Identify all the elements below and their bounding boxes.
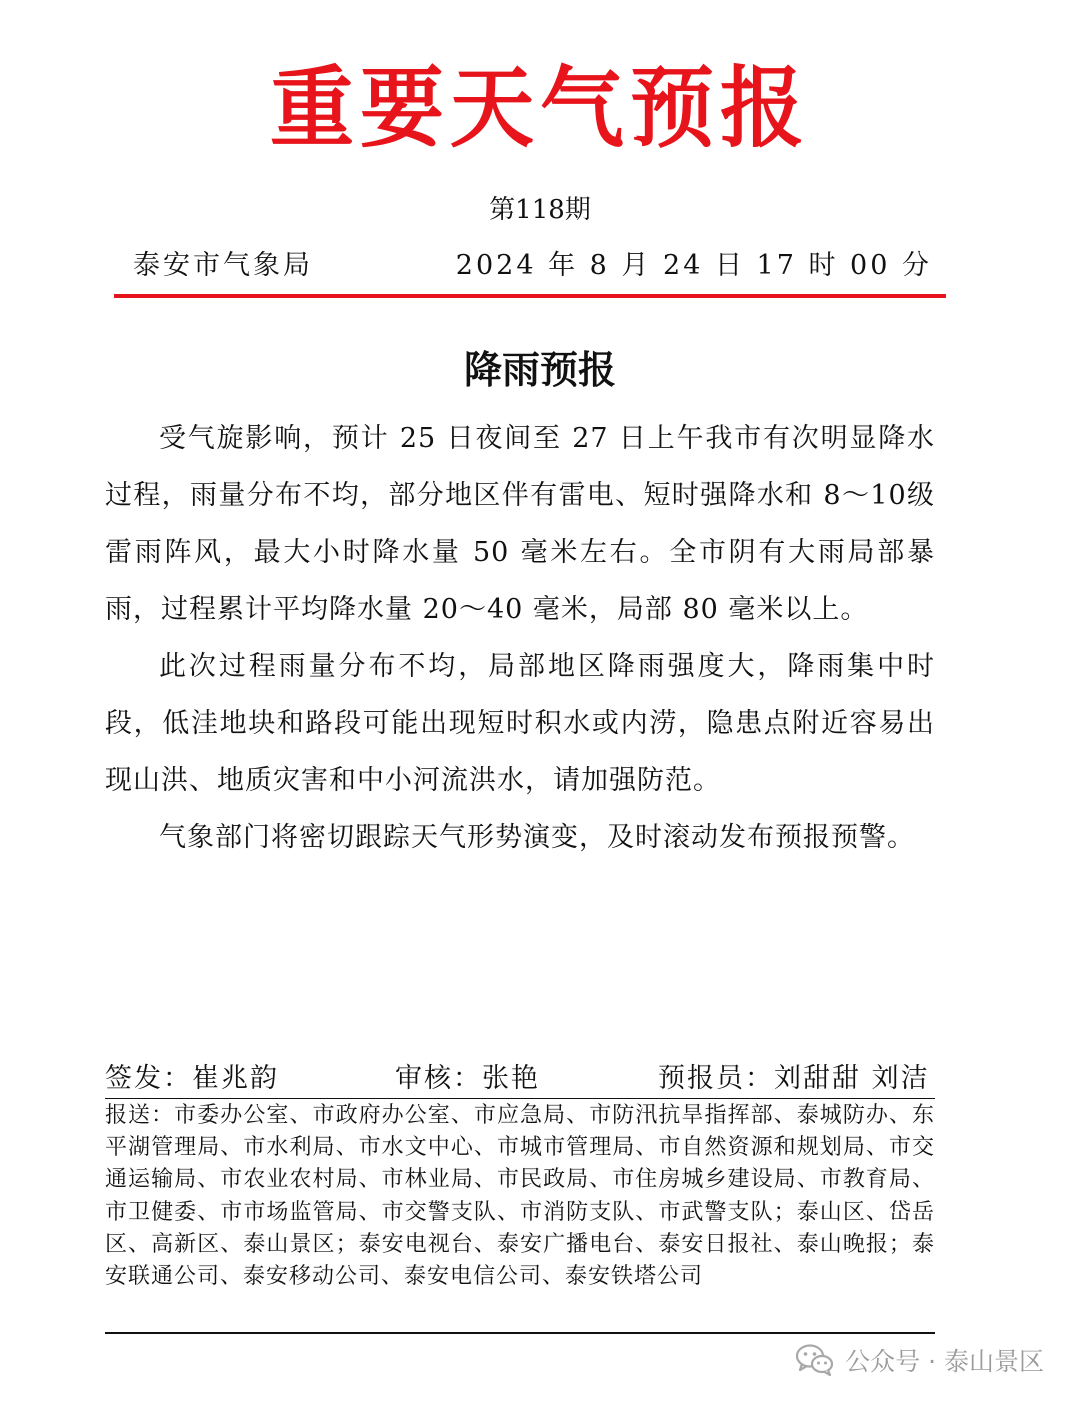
issue-datetime: 2024 年 8 月 24 日 17 时 00 分 — [455, 250, 932, 281]
footer-divider — [105, 1332, 935, 1334]
watermark-text: 公众号 · 泰山景区 — [845, 1347, 1044, 1376]
masthead-title: 重要天气预报 — [269, 56, 810, 160]
document-title: 降雨预报 — [463, 348, 616, 392]
body-paragraph: 此次过程雨量分布不均，局部地区降雨强度大，降雨集中时段，低洼地块和路段可能出现短时积水或内涝，隐患点附近容易出现山洪、地质灾害和中小河流洪水，请加强防范。 — [105, 651, 935, 796]
issuing-agency: 泰安市气象局 — [133, 250, 313, 281]
wechat-icon — [795, 1343, 835, 1377]
issue-number: 第118期 — [489, 195, 591, 225]
header-divider — [114, 294, 946, 298]
body-paragraph: 气象部门将密切跟踪天气形势演变，及时滚动发布预报预警。 — [159, 822, 915, 853]
distribution-list: 报送：市委办公室、市政府办公室、市应急局、市防汛抗旱指挥部、泰城防办、东平湖管理局、市水利局、市水文中心、市城市管理局、市自然资源和规划局、市交通运输局、市农业农村局、市林业局、市民政局、市住房城乡建设局、市教育局、市卫健委、市市场监管局、市交警支队、市消防支队、市武警支队；泰山区、岱岳区、高新区、泰山景区；泰安电视台、泰安广播电台、泰安日报社、泰山晚报；泰安联通公司、泰安移动公司、泰安电信公司、泰安铁塔公司 — [105, 1103, 935, 1290]
issuer: 签发：崔兆韵 — [105, 1063, 279, 1094]
body-paragraph: 受气旋影响，预计 25 日夜间至 27 日上午我市有次明显降水过程，雨量分布不均，部分地区伴有雷电、短时强降水和 8～10级雷雨阵风，最大小时降水量 50 毫米左右。全市阴有大雨局部暴雨，过程累计平均降水量 20～40 毫米，局部 80 毫米以上。 — [105, 423, 935, 625]
watermark — [795, 1340, 1044, 1380]
signoff-line — [105, 1060, 935, 1099]
forecasters: 预报员：刘甜甜 刘洁 — [658, 1063, 930, 1094]
reviewer: 审核：张艳 — [395, 1063, 540, 1094]
forecast-body — [105, 410, 935, 866]
